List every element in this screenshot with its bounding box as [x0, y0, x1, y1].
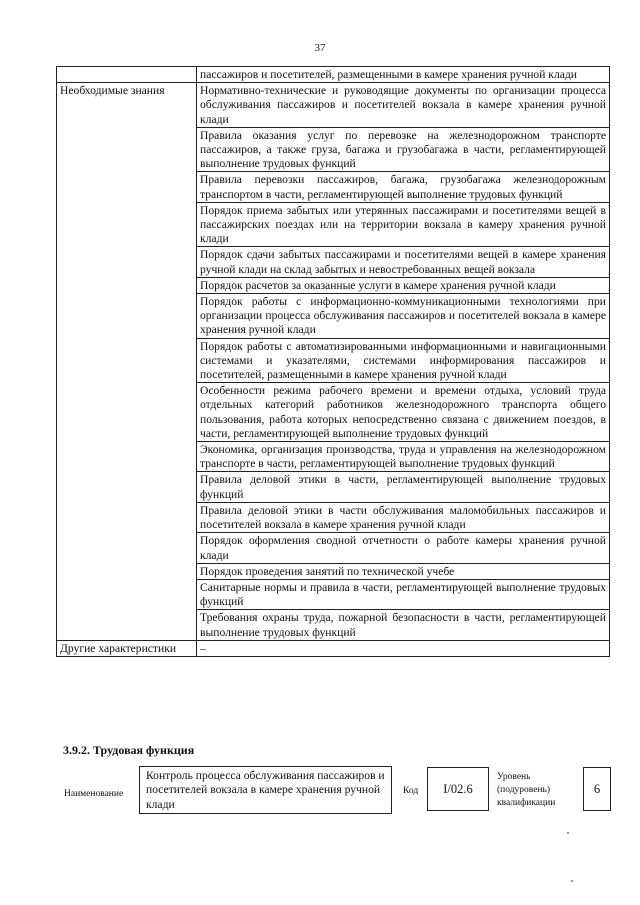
scan-speck — [567, 832, 569, 834]
function-name-box: Контроль процесса обслуживания пассажиров и посетителей вокзала в камере хранения ручной клади — [139, 766, 392, 814]
row-value: Порядок проведения занятий по технической учебе — [197, 563, 610, 579]
level-label-line3: квалификации — [497, 798, 556, 808]
row-label: Необходимые знания — [57, 83, 197, 641]
row-value: Правила перевозки пассажиров, багажа, грузобагажа железнодорожным транспортом в части, регламентирующей выполнение трудовых функций — [197, 172, 610, 202]
level-label-line2: (подуровень) — [497, 785, 551, 795]
row-value: Правила деловой этики в части, регламентирующей выполнение трудовых функций — [197, 472, 610, 502]
table-row — [57, 83, 610, 128]
page-number: 37 — [314, 42, 326, 54]
row-value: Требования охраны труда, пожарной безопасности в части, регламентирующей выполнение трудовых функций — [197, 610, 610, 640]
function-code-box: I/02.6 — [427, 767, 489, 811]
table-row — [57, 67, 610, 83]
row-value: – — [197, 640, 610, 656]
row-value: Особенности режима рабочего времени и времени отдыха, условий труда отдельных категорий работников железнодорожного транспорта общего пользования, работа которых непосредственно связана с движением поездов, в части, регламентирующей выполнение трудовых функций — [197, 383, 610, 442]
row-value: Правила оказания услуг по перевозке на железнодорожном транспорте пассажиров, а также груза, багажа и грузобагажа в части, регламентирующей выполнение трудовых функций — [197, 127, 610, 172]
qualification-level-box: 6 — [583, 767, 611, 811]
row-value: Порядок расчетов за оказанные услуги в камере хранения ручной клади — [197, 277, 610, 293]
row-label: Другие характеристики — [57, 640, 197, 656]
row-label — [57, 67, 197, 83]
row-value: Порядок работы с информационно-коммуникационными технологиями при организации процесса обслуживания пассажиров и посетителей вокзала в камере хранения ручной клади — [197, 294, 610, 339]
row-value: Порядок сдачи забытых пассажирами и посетителями вещей в камере хранения ручной клади на склад забытых и невостребованных вещей вокзала — [197, 247, 610, 277]
row-value: Правила деловой этики в части обслуживания маломобильных пассажиров и посетителей вокзала в камере хранения ручной клади — [197, 502, 610, 532]
level-label-line1: Уровень — [497, 772, 531, 782]
row-value: Экономика, организация производства, труда и управления на железнодорожном транспорте в части, регламентирующей выполнение трудовых функций — [197, 442, 610, 472]
row-value: Порядок работы с автоматизированными информационными и навигационными системами и указателями, системами информирования пассажиров и посетителей, размещенными в камере хранения ручной клади — [197, 338, 610, 383]
code-label: Код — [403, 786, 419, 796]
row-value: Порядок оформления сводной отчетности о работе камеры хранения ручной клади — [197, 533, 610, 563]
row-value: Нормативно-технические и руководящие документы по организации процесса обслуживания пассажиров и посетителей вокзала в камере хранения ручной клади — [197, 83, 610, 128]
scan-speck — [571, 880, 573, 882]
row-value: пассажиров и посетителей, размещенными в камере хранения ручной клади — [197, 67, 610, 83]
row-value: Порядок приема забытых или утерянных пассажирами и посетителями вещей в пассажирских поездах или на территории вокзала в камеру хранения ручной клади — [197, 202, 610, 247]
knowledge-table — [56, 66, 610, 657]
row-value: Санитарные нормы и правила в части, регламентирующей выполнение трудовых функций — [197, 579, 610, 609]
section-heading: 3.9.2. Трудовая функция — [63, 743, 195, 757]
table-row — [57, 640, 610, 656]
name-label: Наименование — [64, 789, 124, 799]
